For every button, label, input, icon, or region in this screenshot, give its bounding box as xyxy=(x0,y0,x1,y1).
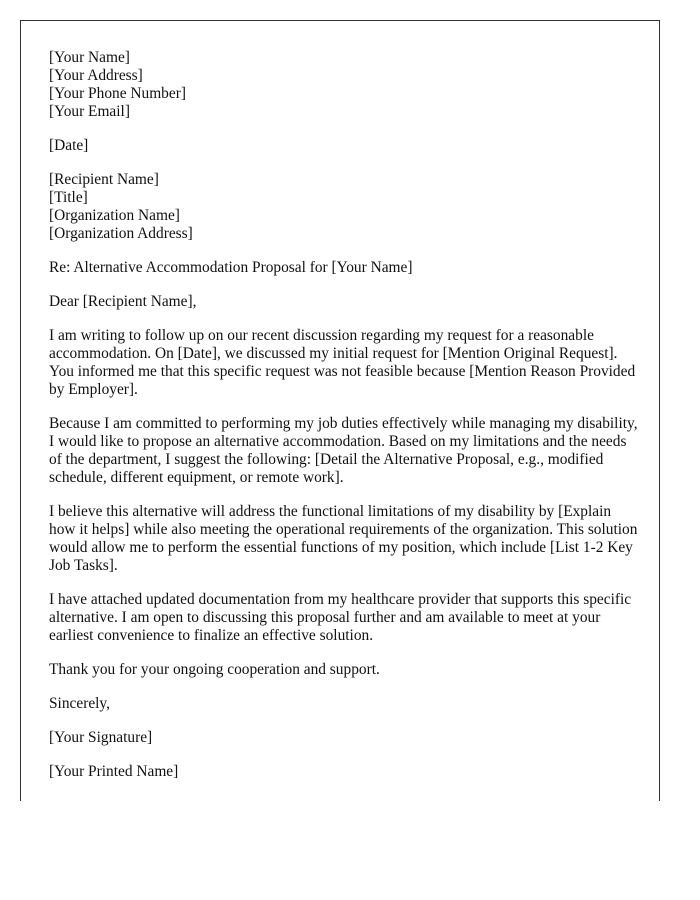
recipient-address: [Organization Address] xyxy=(49,225,193,242)
letter-page xyxy=(20,20,660,801)
body-paragraph-2: Because I am committed to performing my job duties effectively while managing my disability, I would like to propose an alternative accommodation. Based on my limitations and the needs of the department, I suggest the following: [Detail the Alternative Proposal, e.g., modified schedule, different equipment, or remote work]. xyxy=(49,415,638,486)
subject-line: Re: Alternative Accommodation Proposal for [Your Name] xyxy=(49,259,413,276)
sender-address: [Your Address] xyxy=(49,67,143,84)
recipient-organization: [Organization Name] xyxy=(49,207,180,224)
sender-block xyxy=(49,49,639,121)
signature: [Your Signature] xyxy=(49,729,153,746)
recipient-title: [Title] xyxy=(49,189,88,206)
date-block xyxy=(49,137,639,155)
closing: Sincerely, xyxy=(49,695,110,712)
recipient-name: [Recipient Name] xyxy=(49,171,159,188)
sender-email: [Your Email] xyxy=(49,103,130,120)
letter-content xyxy=(49,49,639,797)
sender-name: [Your Name] xyxy=(49,49,130,66)
letter-date: [Date] xyxy=(49,137,89,154)
salutation: Dear [Recipient Name], xyxy=(49,293,197,310)
printed-name: [Your Printed Name] xyxy=(49,763,179,780)
body-paragraph-4: I have attached updated documentation from my healthcare provider that supports this specific alternative. I am open to discussing this proposal further and am available to meet at your earliest convenience to finalize an effective solution. xyxy=(49,591,632,644)
body-paragraph-1: I am writing to follow up on our recent discussion regarding my request for a reasonable accommodation. On [Date], we discussed my initial request for [Mention Original Request]. You informed me that this specific request was not feasible because [Mention Reason Provided by Employer]. xyxy=(49,327,636,398)
sender-phone: [Your Phone Number] xyxy=(49,85,186,102)
recipient-block xyxy=(49,171,639,243)
body-paragraph-3: I believe this alternative will address the functional limitations of my disability by [Explain how it helps] while also meeting the operational requirements of the organization. This solution would allow me to perform the essential functions of my position, which include [List 1-2 Key Job Tasks]. xyxy=(49,503,638,574)
body-paragraph-5: Thank you for your ongoing cooperation and support. xyxy=(49,661,380,678)
